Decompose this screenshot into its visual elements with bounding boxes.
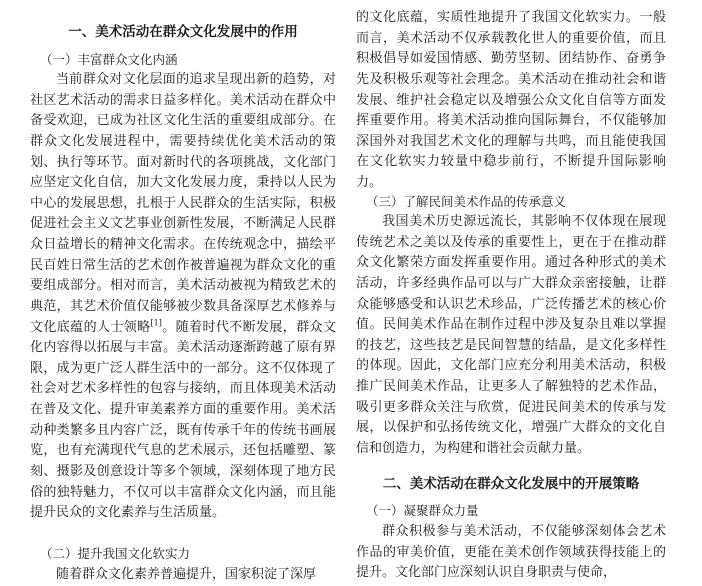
subsection-heading-2: （二）提升我国文化软实力 bbox=[40, 546, 191, 561]
paragraph-1 bbox=[30, 70, 336, 524]
citation-ref: [1] bbox=[150, 318, 162, 328]
section-heading-1: 一、美术活动在群众文化发展中的作用 bbox=[68, 24, 298, 40]
section-heading-2: 二、美术活动在群众文化发展中的开展策略 bbox=[382, 476, 640, 492]
paragraph-2-continued: 的文化底蕴，实质性地提升了我国文化软实力。一般而言，美术活动不仅承载教化世人的重要价值，而且积极倡导如爱国情感、勤劳坚韧、团结协作、奋勇争先及积极乐观等社会理念。美术活动在推动社会和谐发展、维护社会稳定以及增强公众文化自信等方面发挥重要作用。将美术活动推向国际舞台，不仅能够加深国外对我国艺术文化的理解与共鸣，而且能使我国在文化软实力较量中稳步前行，不断提升国际影响力。 bbox=[356, 10, 666, 190]
paragraph-3: 我国美术历史源远流长，其影响不仅体现在展现传统艺术之美以及传承的重要性上，更在于在推动群众文化繁荣方面发挥重要作用。通过各种形式的美术活动，许多经典作品可以与广大群众亲密接触，让群众能够感受和认识艺术珍品，广泛传播艺术的核心价值。民间美术作品在制作过程中涉及复杂且难以掌握的技艺，这些技艺是民间智慧的结晶，是文化多样性的体现。因此，文化部门应充分利用美术活动，积极推广民间美术作品，让更多人了解独特的艺术作品，吸引更多群众关注与欣赏，促进民间美术的传承与发展，以保护和弘扬传统文化，增强广大群众的文化自信和创造力，为构建和谐社会贡献力量。 bbox=[356, 214, 666, 456]
paragraph-2: 随着群众文化素养普遍提升，国家积淀了深厚 bbox=[56, 567, 317, 582]
right-column bbox=[356, 0, 666, 586]
left-column bbox=[30, 0, 336, 586]
subsection-heading-1: （一）丰富群众文化内涵 bbox=[40, 52, 178, 67]
paragraph-1-tail: 。随着时代不断发展，群众文化内容得以拓展与丰富。美术活动逐渐跨越了原有界限，成为更广泛人群生活中的一部分。这不仅体现了社会对艺术多样性的包容与接纳，而且体现美术活动在普及文化、提升审美素养方面的重要作用。美术活动种类繁多且内容广泛，既有传承千年的传统书画展览，也有充满现代气息的艺术展示，还包括雕塑、篆刻、摄影及创意设计等多个领域，深刻体现了地方民俗的独特魅力，不仅可以丰富群众文化内涵，而且能提升民众的文化素养与生活质量。 bbox=[30, 319, 336, 521]
subsection-heading-4: （一）凝聚群众力量 bbox=[366, 503, 479, 518]
paragraph-4: 群众积极参与美术活动，不仅能够深刻体会艺术作品的审美价值，更能在美术创作领域获得技能上的提升。文化部门应深刻认识自身职责与使命， bbox=[356, 524, 666, 581]
paragraph-1-text: 当前群众对文化层面的追求呈现出新的趋势，对社区艺术活动的需求日益多样化。美术活动在群众中备受欢迎，已成为社区文化生活的重要组成部分。在群众文化发展进程中，需要持续优化美术活动的策划、执行等环节。面对新时代的各项挑战，文化部门应坚定文化自信，加大文化发展力度，秉持以人民为中心的发展思想，扎根于人民群众的生活实际，积极促进社会主义文艺事业创新性发展，不断满足人民群众日益增长的精神文化需求。在传统观念中，描绘平民百姓日常生活的艺术创作被普遍视为群众文化的重要组成部分。相对而言，美术活动被视为精致艺术的典范，其艺术价值仅能够被少数具备深厚艺术修养与文化底蕴的人士领略 bbox=[30, 72, 336, 335]
subsection-heading-3: （三）了解民间美术作品的传承意义 bbox=[366, 194, 567, 209]
